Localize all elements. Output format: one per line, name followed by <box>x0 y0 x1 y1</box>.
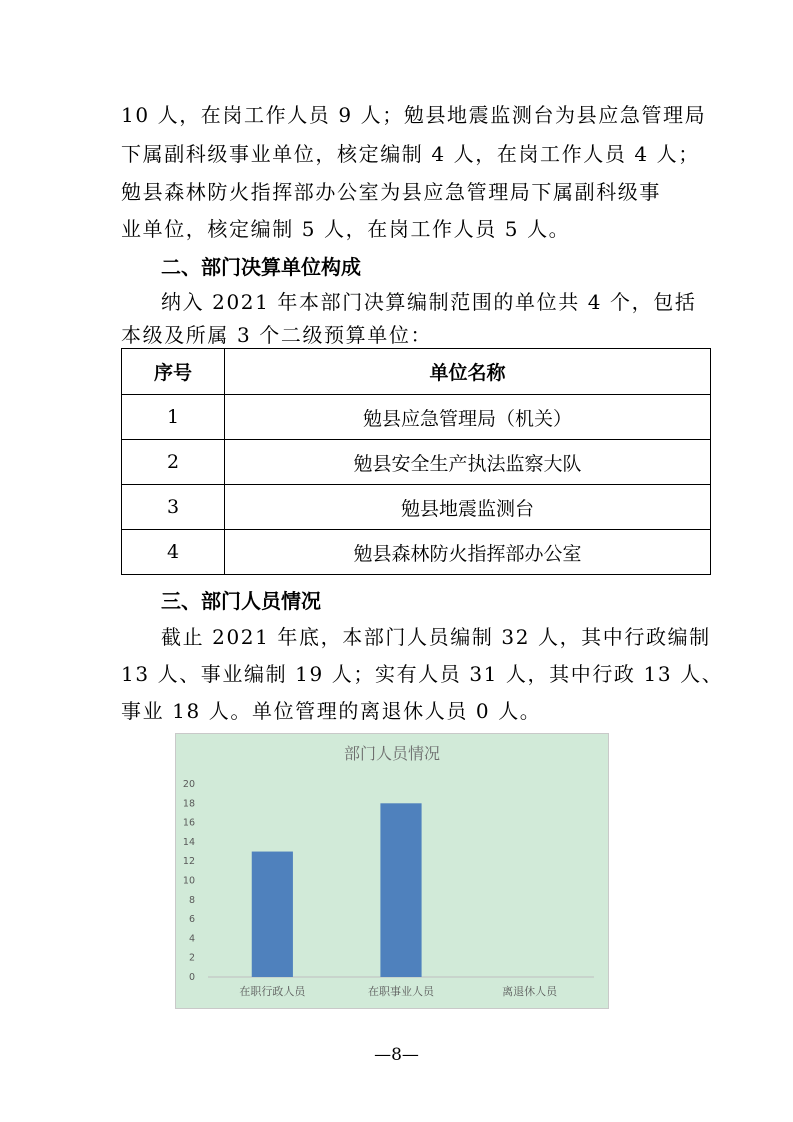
y-tick-label: 12 <box>182 856 195 868</box>
y-tick-label: 6 <box>188 914 195 926</box>
paragraph-line: 事业 18 人。单位管理的离退休人员 0 人。 <box>121 699 542 723</box>
x-tick-label: 离退休人员 <box>502 985 558 998</box>
y-tick-label: 2 <box>188 952 195 964</box>
unit-table <box>121 348 711 575</box>
y-tick-label: 4 <box>188 933 195 945</box>
table-row <box>122 485 711 530</box>
table-cell-no: 2 <box>122 440 225 485</box>
paragraph-line: 勉县森林防火指挥部办公室为县应急管理局下属副科级事 <box>121 180 661 204</box>
y-tick-label: 14 <box>182 836 195 848</box>
table-row <box>122 395 711 440</box>
table-cell-name: 勉县森林防火指挥部办公室 <box>225 530 711 575</box>
chart-title: 部门人员情况 <box>343 744 441 763</box>
x-tick-label: 在职事业人员 <box>368 985 434 998</box>
y-tick-label: 0 <box>188 972 195 983</box>
page-number: —8— <box>374 1045 419 1065</box>
table-cell-no: 4 <box>122 530 225 575</box>
table-cell-name: 勉县地震监测台 <box>225 485 711 530</box>
table-row <box>122 530 711 575</box>
y-tick-label: 10 <box>182 875 195 887</box>
table-header-cell: 单位名称 <box>225 349 711 395</box>
y-tick-label: 18 <box>182 798 195 810</box>
y-tick-label: 16 <box>182 817 195 829</box>
paragraph-line: 业单位，核定编制 5 人，在岗工作人员 5 人。 <box>121 217 571 241</box>
table-header-row <box>122 349 711 395</box>
section-heading: 三、部门人员情况 <box>161 589 321 613</box>
bar <box>252 852 293 977</box>
table-row <box>122 440 711 485</box>
table-cell-name: 勉县安全生产执法监察大队 <box>225 440 711 485</box>
bar <box>380 803 421 977</box>
paragraph-line: 10 人，在岗工作人员 9 人；勉县地震监测台为县应急管理局 <box>121 103 707 127</box>
table-header-cell: 序号 <box>122 349 225 395</box>
table-cell-name: 勉县应急管理局（机关） <box>225 395 711 440</box>
paragraph-line: 本级及所属 3 个二级预算单位： <box>121 323 433 347</box>
paragraph-line: 13 人、事业编制 19 人；实有人员 31 人，其中行政 13 人、 <box>121 662 724 686</box>
section-heading: 二、部门决算单位构成 <box>161 255 361 279</box>
x-tick-label: 在职行政人员 <box>239 985 306 998</box>
table-cell-no: 3 <box>122 485 225 530</box>
staff-chart <box>175 733 609 1009</box>
paragraph-line: 截止 2021 年底，本部门人员编制 32 人，其中行政编制 <box>161 625 711 649</box>
table-cell-no: 1 <box>122 395 225 440</box>
y-tick-label: 20 <box>182 779 195 790</box>
paragraph-line: 下属副科级事业单位，核定编制 4 人，在岗工作人员 4 人； <box>121 142 700 166</box>
y-tick-label: 8 <box>188 894 195 906</box>
chart-canvas <box>176 734 608 1008</box>
paragraph-line: 纳入 2021 年本部门决算编制范围的单位共 4 个，包括 <box>161 290 697 314</box>
